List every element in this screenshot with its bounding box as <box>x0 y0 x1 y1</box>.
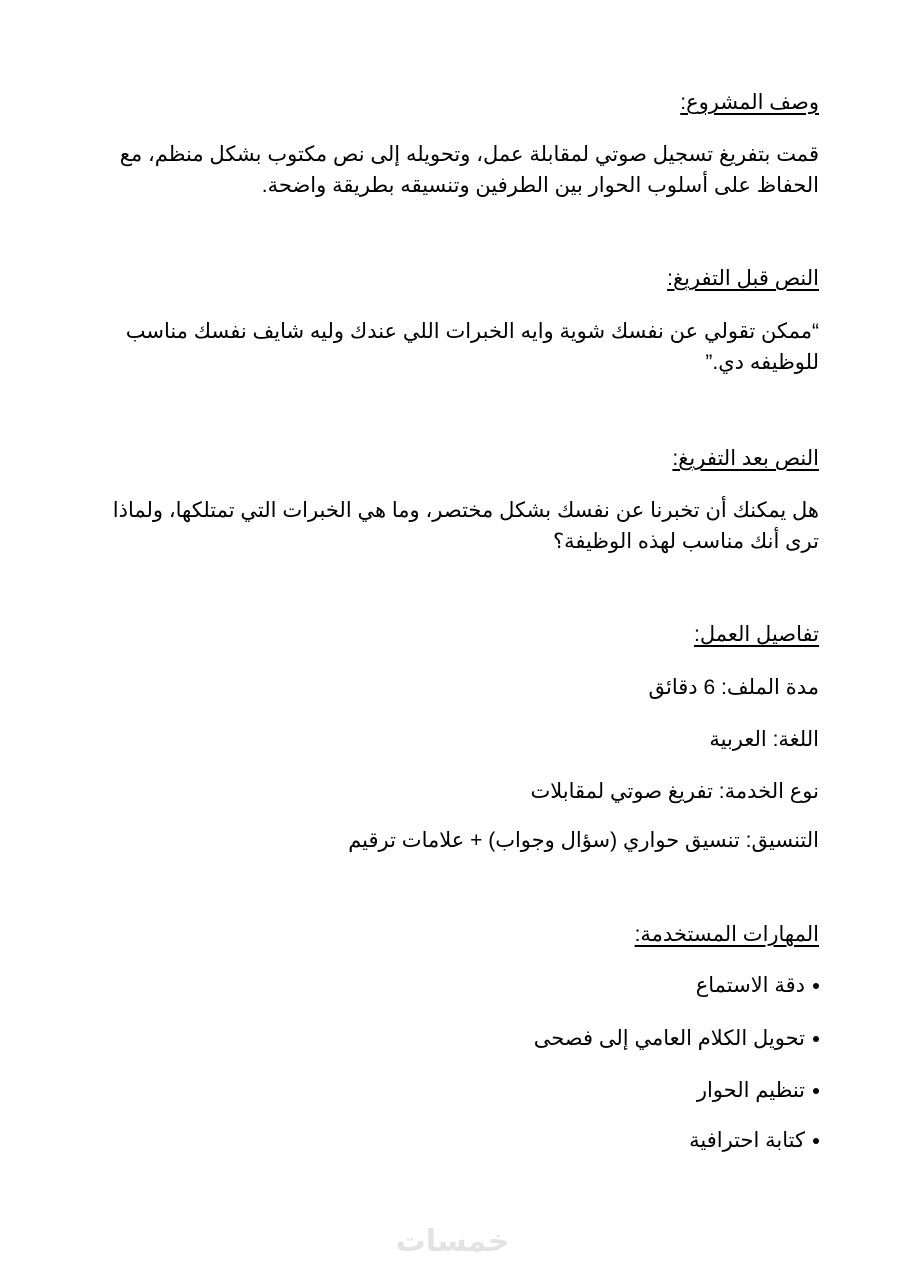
text-after-heading: النص بعد التفريغ: <box>672 447 819 470</box>
project-description-heading: وصف المشروع: <box>680 91 819 114</box>
work-details-heading: تفاصيل العمل: <box>693 623 819 646</box>
skill-item-label: تحويل الكلام العامي إلى فصحى <box>533 1027 805 1050</box>
text-before-heading: النص قبل التفريغ: <box>667 267 819 290</box>
work-detail-language: اللغة: العربية <box>709 728 819 751</box>
skill-item <box>689 1127 819 1155</box>
skill-item <box>534 1025 819 1053</box>
skill-item-label: تنظيم الحوار <box>696 1079 805 1102</box>
skill-item <box>697 1077 819 1105</box>
bullet-icon <box>813 983 819 989</box>
work-detail-formatting: التنسيق: تنسيق حواري (سؤال وجواب) + علامات ترقيم <box>348 829 819 852</box>
work-detail-service-type: نوع الخدمة: تفريغ صوتي لمقابلات <box>530 780 819 803</box>
skill-item <box>696 972 819 1000</box>
text-before-body: “ممكن تقولي عن نفسك شوية وايه الخبرات اللي عندك وليه شايف نفسك مناسب للوظيفه دي.” <box>125 320 819 374</box>
skill-item-label: دقة الاستماع <box>695 974 805 997</box>
bullet-icon <box>813 1036 819 1042</box>
work-detail-duration: مدة الملف: 6 دقائق <box>648 676 819 699</box>
project-description-body: قمت بتفريغ تسجيل صوتي لمقابلة عمل، وتحويله إلى نص مكتوب بشكل منظم، مع الحفاظ على أسلوب الحوار بين الطرفين وتنسيقه بطريقة واضحة. <box>119 143 819 197</box>
bullet-icon <box>813 1138 819 1144</box>
bullet-icon <box>813 1088 819 1094</box>
skills-heading: المهارات المستخدمة: <box>634 923 819 946</box>
text-after-body: هل يمكنك أن تخبرنا عن نفسك بشكل مختصر، وما هي الخبرات التي تمتلكها، ولماذا ترى أنك مناسب لهذه الوظيفة؟ <box>112 499 819 553</box>
watermark-logo: خمسات <box>395 1225 510 1258</box>
skill-item-label: كتابة احترافية <box>689 1129 805 1152</box>
